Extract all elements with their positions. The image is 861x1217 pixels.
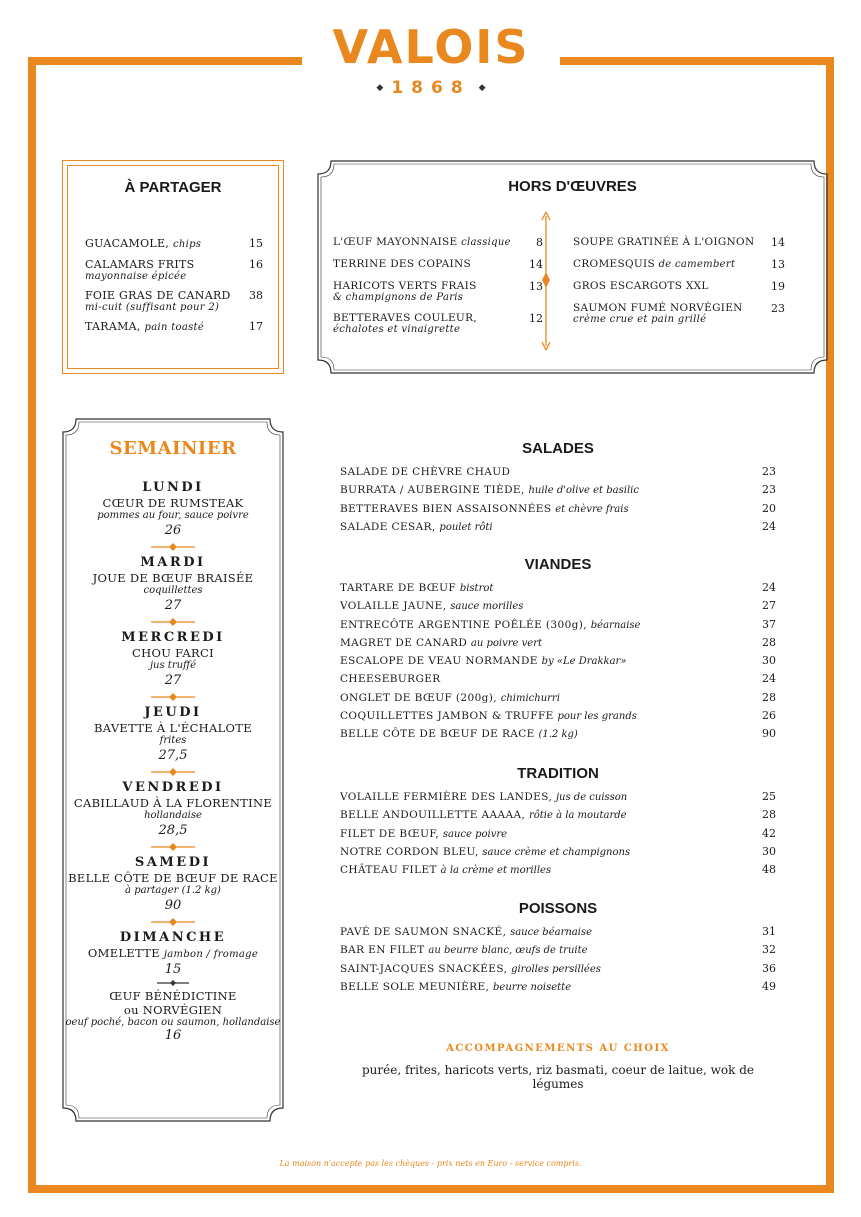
day-block xyxy=(62,630,284,690)
item-name: L'ŒUF MAYONNAISE xyxy=(333,236,458,248)
day-price: 27 xyxy=(164,598,182,613)
salades-section xyxy=(340,440,776,538)
hors-doeuvres-box xyxy=(317,160,828,374)
item-name: BELLE SOLE MEUNIÈRE, xyxy=(340,980,490,993)
item-name: SOUPE GRATINÉE À L'OIGNON xyxy=(573,236,755,248)
partager-box xyxy=(62,160,284,374)
day-name: MARDI xyxy=(140,555,206,570)
item-price: 30 xyxy=(762,654,776,668)
menu-row xyxy=(340,943,776,961)
item-note: béarnaise xyxy=(590,619,641,631)
item-name: HARICOTS VERTS FRAIS xyxy=(333,280,477,292)
item-note: chimichurri xyxy=(500,692,560,704)
menu-row xyxy=(340,636,776,654)
day-price: 28,5 xyxy=(158,823,188,838)
item-note: et chèvre frais xyxy=(555,503,629,515)
hors-item xyxy=(333,312,543,335)
item-price: 14 xyxy=(771,236,785,249)
section-title: SALADES xyxy=(522,440,594,457)
day-dish: ou NORVÉGIEN xyxy=(123,1003,223,1017)
partager-title: À PARTAGER xyxy=(124,179,222,196)
item-price: 8 xyxy=(536,236,543,249)
hors-item xyxy=(573,236,785,249)
hors-left-column xyxy=(333,236,543,344)
item-price: 20 xyxy=(762,501,776,515)
day-sub: coquillettes xyxy=(143,585,203,596)
item-note: huile d'olive et basilic xyxy=(528,485,639,497)
partager-item xyxy=(85,289,263,313)
item-note: classique xyxy=(461,237,511,248)
semainier-box xyxy=(62,418,284,1122)
semainier-days xyxy=(62,480,284,1043)
partager-item xyxy=(85,258,263,282)
day-block xyxy=(62,705,284,765)
menu-row xyxy=(340,845,776,863)
item-price: 30 xyxy=(762,844,776,858)
item-name: MAGRET DE CANARD xyxy=(340,636,468,649)
menu-row xyxy=(340,672,776,690)
divider-ornament xyxy=(151,693,195,701)
item-note: rôtie à la moutarde xyxy=(528,810,627,822)
semainier-title: SEMAINIER xyxy=(109,438,237,459)
menu-row xyxy=(340,709,776,727)
item-price: 24 xyxy=(762,672,776,686)
brand-year-line xyxy=(302,78,560,98)
menu-row xyxy=(340,980,776,998)
day-name: DIMANCHE xyxy=(119,930,227,945)
section-title: POISSONS xyxy=(518,900,598,917)
item-note: bistrot xyxy=(459,583,494,594)
item-name: ESCALOPE DE VEAU NORMANDE xyxy=(340,655,538,668)
viandes-section xyxy=(340,556,776,746)
diamond-icon: ◆ xyxy=(376,83,384,93)
item-note: beurre noisette xyxy=(493,981,572,993)
item-name: PAVÉ DE SAUMON SNACKÉ, xyxy=(340,926,507,938)
menu-row xyxy=(340,863,776,881)
day-sub: hollandaise xyxy=(144,810,202,821)
menu-row xyxy=(340,691,776,709)
item-price: 16 xyxy=(249,258,263,271)
item-name: GUACAMOLE, xyxy=(85,237,170,250)
partager-item xyxy=(85,320,263,334)
item-note: sauce crème et champignons xyxy=(482,846,631,858)
day-price: 16 xyxy=(164,1028,182,1043)
item-name: CHEESEBURGER xyxy=(340,673,441,686)
item-name: BETTERAVES BIEN ASSAISONNÉES xyxy=(340,502,552,515)
item-name: BETTERAVES COULEUR, xyxy=(333,312,477,324)
item-note: jus de cuisson xyxy=(555,792,628,803)
section-title: TRADITION xyxy=(517,765,599,782)
day-sub: oeuf poché, bacon ou saumon, hollandaise xyxy=(65,1017,281,1028)
hors-title: HORS D'ŒUVRES xyxy=(508,178,637,195)
item-note: poulet rôti xyxy=(439,521,493,533)
menu-row xyxy=(340,581,776,599)
item-name: VOLAILLE JAUNE, xyxy=(340,600,447,613)
item-name: SALADE DE CHÈVRE CHAUD xyxy=(340,466,511,478)
item-price: 23 xyxy=(762,483,776,497)
menu-row xyxy=(340,962,776,980)
section-title: VIANDES xyxy=(524,556,592,573)
item-note: sauce poivre xyxy=(442,828,508,840)
menu-row xyxy=(340,808,776,826)
item-note: sauce béarnaise xyxy=(510,927,593,938)
item-name: GROS ESCARGOTS XXL xyxy=(573,280,709,292)
item-price: 15 xyxy=(249,237,263,250)
item-price: 27 xyxy=(762,599,776,613)
item-note: girolles persillées xyxy=(511,963,601,975)
hors-item xyxy=(333,258,543,271)
item-note: (1.2 kg) xyxy=(538,729,578,741)
item-sub: crème crue et pain grillé xyxy=(573,314,707,325)
day-price: 27 xyxy=(164,673,182,688)
item-note: au beurre blanc, œufs de truite xyxy=(428,945,588,957)
day-block xyxy=(62,555,284,615)
day-sub: pommes au four, sauce poivre xyxy=(97,510,249,521)
day-name: JEUDI xyxy=(144,705,202,720)
menu-row xyxy=(340,790,776,808)
day-dish: CHOU FARCI xyxy=(132,646,214,660)
item-price: 48 xyxy=(762,863,776,877)
item-name: CROMESQUIS xyxy=(573,258,655,270)
day-dish: JOUE DE BŒUF BRAISÉE xyxy=(92,571,254,585)
item-note: chips xyxy=(172,239,202,250)
day-name: MERCREDI xyxy=(121,630,225,645)
day-block xyxy=(62,480,284,540)
item-price: 12 xyxy=(529,312,543,325)
day-sub: à partager (1.2 kg) xyxy=(125,885,221,896)
item-name: FOIE GRAS DE CANARD xyxy=(85,289,231,302)
item-price: 90 xyxy=(762,727,776,741)
item-note: by «Le Drakkar» xyxy=(541,656,627,668)
item-price: 19 xyxy=(771,280,785,293)
item-name: CALAMARS FRITS xyxy=(85,258,195,271)
item-name: VOLAILLE FERMIÈRE DES LANDES, xyxy=(340,791,553,803)
item-sub: mayonnaise épicée xyxy=(85,271,187,282)
menu-row xyxy=(340,502,776,520)
item-price: 23 xyxy=(771,302,785,315)
day-sub: jus truffé xyxy=(149,660,197,671)
day-name: LUNDI xyxy=(142,480,204,495)
hors-item xyxy=(573,302,785,325)
day-price: 26 xyxy=(164,523,182,538)
item-price: 17 xyxy=(249,320,263,333)
day-dish: ŒUF BÉNÉDICTINE xyxy=(109,989,237,1003)
item-name: TERRINE DES COPAINS xyxy=(333,258,471,270)
day-block xyxy=(62,855,284,915)
item-name: TARTARE DE BŒUF xyxy=(340,582,457,594)
item-price: 23 xyxy=(762,465,776,478)
menu-row xyxy=(340,827,776,845)
item-name: BELLE CÔTE DE BŒUF DE RACE xyxy=(340,728,535,741)
item-sub: échalotes et vinaigrette xyxy=(333,324,461,335)
item-name: SAUMON FUMÉ NORVÉGIEN xyxy=(573,302,743,314)
hors-item xyxy=(573,280,785,293)
accompagnements-text: purée, frites, haricots verts, riz basmati, coeur de laitue, wok de légumes xyxy=(361,1063,755,1091)
menu-row xyxy=(340,654,776,672)
item-name: BAR EN FILET xyxy=(340,944,425,957)
day-price: 15 xyxy=(164,962,182,977)
item-price: 24 xyxy=(762,519,776,533)
footer-note: La maison n'accepte pas les chèques - prix nets en Euro - service compris. xyxy=(279,1159,582,1168)
poissons-section xyxy=(340,900,776,998)
day-price: 27,5 xyxy=(158,748,188,763)
item-name: TARAMA, xyxy=(85,320,141,333)
item-price: 28 xyxy=(762,808,776,822)
item-name: COQUILLETTES JAMBON & TRUFFE xyxy=(340,710,554,723)
day-block xyxy=(62,780,284,840)
menu-row xyxy=(340,925,776,943)
accompagnements-title: ACCOMPAGNEMENTS AU CHOIX xyxy=(446,1043,670,1054)
item-note: à la crème et morilles xyxy=(440,865,552,877)
menu-row xyxy=(340,727,776,745)
item-price: 37 xyxy=(762,617,776,631)
day-dish: CŒUR DE RUMSTEAK xyxy=(102,496,244,510)
divider-ornament xyxy=(151,768,195,776)
hors-item xyxy=(333,236,543,249)
item-name: ONGLET DE BŒUF (200g), xyxy=(340,691,497,704)
divider-ornament xyxy=(151,918,195,926)
item-name: SAINT-JACQUES SNACKÉES, xyxy=(340,962,508,975)
item-price: 26 xyxy=(762,709,776,723)
day-price: 90 xyxy=(164,898,182,913)
item-price: 32 xyxy=(762,943,776,957)
item-note: pour les grands xyxy=(557,711,637,723)
day-dish: BELLE CÔTE DE BŒUF DE RACE xyxy=(68,871,278,885)
day-sub: frites xyxy=(159,735,187,746)
item-name: BURRATA / AUBERGINE TIÈDE, xyxy=(340,484,525,497)
day-name: VENDREDI xyxy=(122,780,224,795)
hors-item xyxy=(573,258,785,271)
day-sub: jambon / fromage xyxy=(163,949,259,960)
divider-ornament-dark xyxy=(151,979,195,987)
day-dish: CABILLAUD À LA FLORENTINE xyxy=(73,796,273,810)
item-note: sauce morilles xyxy=(450,601,524,613)
partager-item xyxy=(85,237,263,251)
hors-item xyxy=(333,280,543,303)
item-sub: mi-cuit (suffisant pour 2) xyxy=(85,302,220,313)
item-name: SALADE CESAR, xyxy=(340,520,436,533)
brand-logo xyxy=(302,20,560,98)
brand-year: 1868 xyxy=(391,78,471,98)
item-sub: & champignons de Paris xyxy=(333,292,464,303)
item-name: ENTRECÔTE ARGENTINE POÊLÉE (300g), xyxy=(340,618,588,631)
divider-ornament xyxy=(151,543,195,551)
item-price: 42 xyxy=(762,826,776,840)
menu-row xyxy=(340,599,776,617)
day-dish: BAVETTE À L'ÉCHALOTE xyxy=(94,721,252,735)
item-note: au poivre vert xyxy=(470,637,543,649)
item-price: 49 xyxy=(762,979,776,993)
divider-ornament xyxy=(151,618,195,626)
brand-name: VALOIS xyxy=(332,20,530,74)
item-price: 38 xyxy=(249,289,263,302)
item-name: BELLE ANDOUILLETTE AAAAA, xyxy=(340,809,526,822)
partager-list xyxy=(85,237,263,341)
menu-row xyxy=(340,520,776,538)
item-name: NOTRE CORDON BLEU, xyxy=(340,845,479,858)
item-note: de camembert xyxy=(658,259,736,270)
day-dish: OMELETTE xyxy=(87,946,160,960)
item-price: 14 xyxy=(529,258,543,271)
item-price: 13 xyxy=(529,280,543,293)
item-price: 25 xyxy=(762,790,776,803)
item-note: pain toasté xyxy=(144,322,205,333)
tradition-section xyxy=(340,765,776,881)
item-price: 36 xyxy=(762,961,776,975)
day-block-dimanche xyxy=(62,930,284,1043)
item-price: 28 xyxy=(762,635,776,649)
menu-row xyxy=(340,618,776,636)
item-price: 28 xyxy=(762,690,776,704)
diamond-icon: ◆ xyxy=(478,83,486,93)
item-name: CHÂTEAU FILET xyxy=(340,864,437,877)
hors-right-column xyxy=(573,236,785,334)
menu-row xyxy=(340,483,776,501)
item-price: 13 xyxy=(771,258,785,271)
menu-row xyxy=(340,465,776,483)
item-price: 24 xyxy=(762,581,776,594)
divider-ornament xyxy=(151,843,195,851)
item-price: 31 xyxy=(762,925,776,938)
day-name: SAMEDI xyxy=(134,855,212,870)
item-name: FILET DE BŒUF, xyxy=(340,827,440,840)
